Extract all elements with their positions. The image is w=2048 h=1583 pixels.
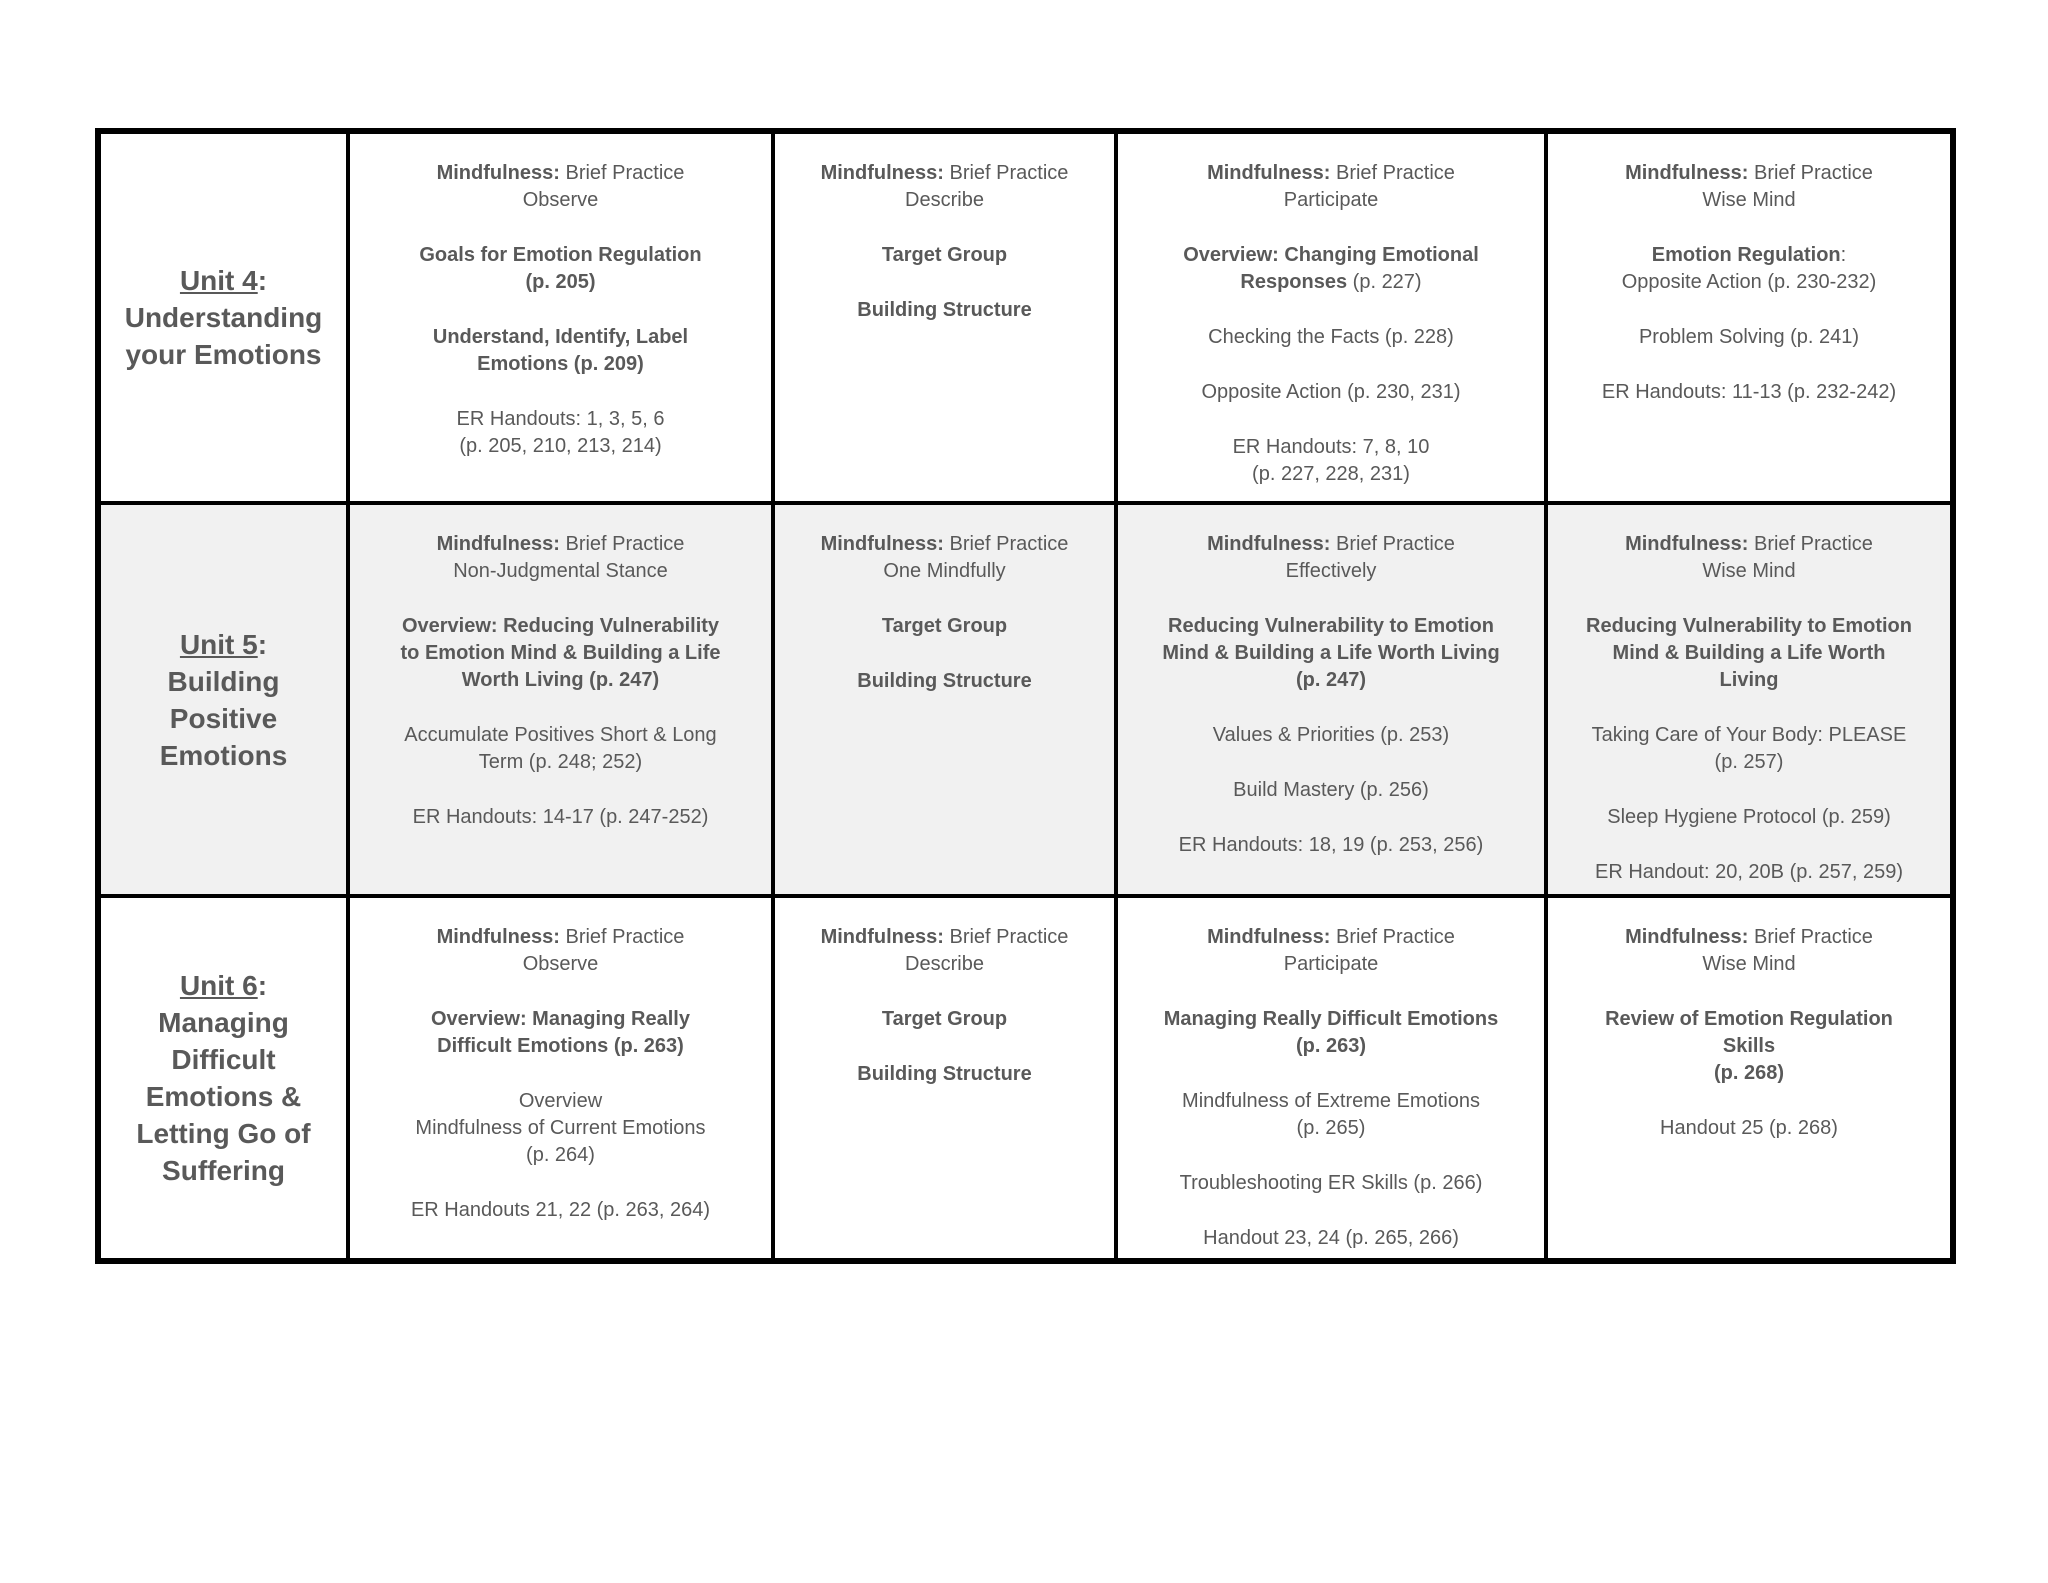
text-block: ER Handouts: 14-17 (p. 247-252) (412, 806, 709, 828)
unit-subtitle-line: Suffering (162, 1155, 285, 1186)
text-block: ER Handouts: 7, 8, 10 (p. 227, 228, 231) (1232, 436, 1430, 485)
session-cell-unit-6-col2 (348, 896, 773, 1261)
unit-label (107, 626, 340, 774)
session-cell-unit-5-col3 (773, 503, 1116, 896)
session-cell-unit-5-col2 (348, 503, 773, 896)
row-unit-4 (98, 131, 1953, 503)
text-block: Understand, Identify, Label Emotions (p. 209) (432, 326, 689, 375)
text-block: Review of Emotion Regulation Skills (p. 268) (1605, 1008, 1893, 1084)
text-block: Handout 25 (p. 268) (1660, 1117, 1838, 1139)
text-block: Problem Solving (p. 241) (1638, 326, 1860, 348)
text-block: Building Structure (857, 670, 1032, 692)
session-cell-unit-5-col4 (1116, 503, 1546, 896)
text-block: Mindfulness: Brief Practice Observe (436, 926, 685, 975)
unit-subtitle-line: Building (167, 665, 280, 697)
text-block: Build Mastery (p. 256) (1233, 779, 1429, 801)
text-block: ER Handouts: 11-13 (p. 232-242) (1601, 381, 1897, 403)
text-block: Goals for Emotion Regulation (p. 205) (419, 244, 702, 293)
text-block: Mindfulness: Brief Practice Describe (820, 162, 1069, 211)
unit-subtitle-line: Positive (169, 702, 278, 734)
text-block: Mindfulness: Brief Practice Non-Judgmental Stance (436, 533, 685, 582)
unit-subtitle-line: Emotions & (145, 1081, 302, 1112)
text-block: ER Handouts: 1, 3, 5, 6 (p. 205, 210, 213, 214) (456, 408, 665, 457)
text-block: ER Handout: 20, 20B (p. 257, 259) (1595, 861, 1903, 883)
session-cell-unit-4-col5 (1546, 131, 1953, 503)
text-block: Managing Really Difficult Emotions (p. 263) (1163, 1008, 1499, 1057)
text-block: Sleep Hygiene Protocol (p. 259) (1607, 806, 1891, 828)
unit-label-cell-unit-4 (98, 131, 348, 503)
session-cell-unit-5-col5 (1546, 503, 1953, 896)
session-cell-unit-4-col4 (1116, 131, 1546, 503)
unit-title: Unit 6: (179, 970, 268, 1001)
unit-label (107, 262, 340, 373)
curriculum-table (95, 128, 1956, 1264)
text-block: Mindfulness: Brief Practice Participate (1207, 926, 1455, 975)
unit-label-cell-unit-5 (98, 503, 348, 896)
text-block: Overview Mindfulness of Current Emotions (p. 264) (415, 1090, 706, 1166)
text-block: Target Group (881, 1008, 1008, 1030)
unit-subtitle-line: Managing (158, 1007, 289, 1038)
text-block: Accumulate Positives Short & Long Term (p. 248; 252) (404, 724, 717, 773)
text-block: Checking the Facts (p. 228) (1208, 326, 1454, 348)
text-block: Taking Care of Your Body: PLEASE (p. 257) (1591, 724, 1907, 773)
unit-label (107, 967, 340, 1189)
session-cell-unit-6-col4 (1116, 896, 1546, 1261)
text-block: Mindfulness: Brief Practice One Mindfully (820, 533, 1069, 582)
text-block: ER Handouts: 18, 19 (p. 253, 256) (1178, 834, 1484, 856)
text-block: Target Group (881, 244, 1008, 266)
text-block: Mindfulness: Brief Practice Wise Mind (1625, 162, 1873, 211)
text-block: Troubleshooting ER Skills (p. 266) (1179, 1172, 1483, 1194)
session-cell-unit-6-col5 (1546, 896, 1953, 1261)
text-block: Overview: Reducing Vulnerability to Emotion Mind & Building a Life Worth Living (p. 247) (400, 615, 721, 691)
text-block: Reducing Vulnerability to Emotion Mind & Building a Life Worth Living (1586, 615, 1912, 691)
text-block: Mindfulness: Brief Practice Wise Mind (1625, 926, 1873, 975)
session-cell-unit-4-col3 (773, 131, 1116, 503)
text-block: Mindfulness: Brief Practice Describe (820, 926, 1069, 975)
unit-title: Unit 4: (179, 265, 268, 296)
unit-subtitle-line: Letting Go of (136, 1118, 311, 1149)
text-block: Overview: Managing Really Difficult Emotions (p. 263) (431, 1008, 690, 1057)
text-block: Values & Priorities (p. 253) (1212, 724, 1450, 746)
row-unit-6 (98, 896, 1953, 1261)
session-cell-unit-4-col2 (348, 131, 773, 503)
unit-subtitle-line: your Emotions (125, 339, 322, 370)
text-block: Overview: Changing Emotional Responses (p. 227) (1183, 244, 1479, 293)
text-block: Emotion Regulation: Opposite Action (p. 230-232) (1621, 244, 1877, 293)
text-block: Reducing Vulnerability to Emotion Mind & Building a Life Worth Living (p. 247) (1162, 615, 1500, 691)
text-block: Mindfulness: Brief Practice Participate (1207, 162, 1455, 211)
text-block: Mindfulness: Brief Practice Wise Mind (1625, 533, 1873, 582)
text-block: Building Structure (857, 299, 1032, 321)
text-block: Building Structure (857, 1063, 1032, 1085)
text-block: Handout 23, 24 (p. 265, 266) (1203, 1227, 1459, 1249)
text-block: Opposite Action (p. 230, 231) (1201, 381, 1461, 403)
unit-label-cell-unit-6 (98, 896, 348, 1261)
unit-title: Unit 5: (179, 628, 268, 660)
unit-subtitle-line: Difficult (171, 1044, 276, 1075)
session-cell-unit-6-col3 (773, 896, 1116, 1261)
unit-subtitle-line: Emotions (159, 739, 288, 771)
text-block: Mindfulness: Brief Practice Effectively (1207, 533, 1455, 582)
row-unit-5 (98, 503, 1953, 896)
text-block: ER Handouts 21, 22 (p. 263, 264) (410, 1199, 711, 1221)
unit-subtitle-line: Understanding (124, 302, 323, 333)
text-block: Mindfulness of Extreme Emotions (p. 265) (1182, 1090, 1480, 1139)
text-block: Mindfulness: Brief Practice Observe (436, 162, 685, 211)
text-block: Target Group (881, 615, 1008, 637)
